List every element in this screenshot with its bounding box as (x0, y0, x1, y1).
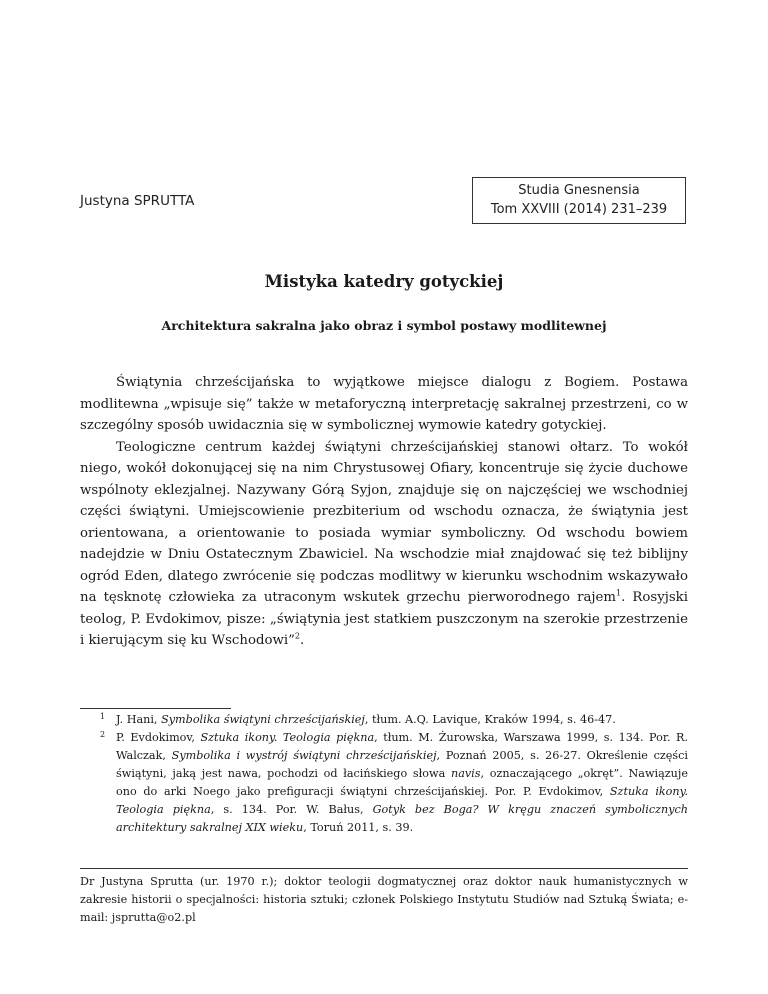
footnote-text: , Toruń 2011, s. 39. (303, 821, 414, 834)
body-paragraph (80, 437, 688, 652)
footnote-title: Symbolika świątyni chrześcijańskiej (161, 713, 365, 726)
author-bio: Dr Justyna Sprutta (ur. 1970 r.); doktor teologii dogmatycznej oraz doktor nauk humanistycznych w zakresie historii o specjalności: historia sztuki; członek Polskiego Instytutu Studiów nad Sztuką Świata; e-mail: jsprutta@o2.pl (80, 875, 688, 924)
footnote-item (80, 729, 688, 837)
footnote-text: , oznaczającego „okręt”. Nawiązuje ono do arki Noego jako prefiguracji świątyni chrześcijańskiej. Por. P. Evdokimov, (116, 767, 688, 798)
article-subtitle: Architektura sakralna jako obraz i symbol postawy modlitewnej (161, 318, 607, 333)
body-paragraph: Świątynia chrześcijańska to wyjątkowe miejsce dialogu z Bogiem. Postawa modlitewna „wpisuje się” także w metaforyczną interpretację sakralnej przestrzeni, co w szczególny sposób uwidacznia się w symbolicznej wymowie katedry gotyckiej. (80, 375, 688, 433)
footnote-text: P. Evdokimov, (116, 731, 201, 744)
footnote-text: , s. 134. Por. W. Bałus, (210, 803, 373, 816)
footnotes (80, 711, 688, 837)
journal-name: Studia Gnesnensia (518, 183, 640, 198)
body-text-segment: . (300, 633, 305, 648)
footnote-title: Gotyk bez Boga? W kręgu znaczeń symbolicznych architektury sakralnej XIX wieku (116, 803, 688, 834)
bio-divider (80, 868, 688, 869)
article-body (80, 372, 688, 652)
article-title: Mistyka katedry gotyckiej (264, 272, 504, 291)
footnote-text: J. Hani, (116, 713, 162, 726)
journal-info-box (472, 177, 686, 224)
footnote-title: Sztuka ikony. Teologia piękna (200, 731, 375, 744)
author-name: Justyna SPRUTTA (80, 193, 195, 209)
footnote-number: 2 (100, 730, 106, 739)
footnote-number: 1 (100, 712, 106, 721)
footnote-title: Sztuka ikony. Teologia piękna (116, 785, 688, 816)
footnote-term: navis (450, 767, 481, 780)
footnote-text: , Poznań 2005, s. 26-27. Określenie części świątyni, jaką jest nawa, pochodzi od łacińskiego słowa (116, 749, 688, 780)
footnote-divider (80, 708, 231, 709)
footnote-ref[interactable]: 1 (615, 588, 622, 598)
body-text-segment: Teologiczne centrum każdej świątyni chrześcijańskiej stanowi ołtarz. To wokół niego, wokół dokonującej się na nim Chrystusowej Ofiary, koncentruje się życie duchowe wspólnoty eklezjalnej. Nazywany Górą Syjon, znajduje się on najczęściej we wschodniej części świątyni. Umiejscowienie prezbiterium od wschodu oznacza, że świątynia jest orientowana, a orientowanie to posiada wymiar symboliczny. Od wschodu bowiem nadejdzie w Dniu Ostatecznym Zbawiciel. Na wschodzie miał znajdować się też biblijny ogród Eden, dlatego zwrócenie się podczas modlitwy w kierunku wschodnim wskazywało na tęsknotę człowieka za utraconym wskutek grzechu pierworodnego rajem (80, 439, 688, 605)
journal-volume: Tom XXVIII (2014) 231–239 (490, 202, 668, 217)
footnote-text: , tłum. M. Żurowska, Warszawa 1999, s. 134. Por. R. Walczak, (116, 731, 689, 762)
footnote-title: Symbolika i wystrój świątyni chrześcijańskiej (171, 749, 437, 762)
footnote-ref[interactable]: 2 (294, 631, 300, 641)
footnote-item (80, 711, 688, 729)
footnote-text: , tłum. A.Q. Lavique, Kraków 1994, s. 46-47. (364, 713, 616, 726)
body-text-segment: . Rosyjski teolog, P. Evdokimov, pisze: „świątynia jest statkiem puszczonym na szerokie przestrzenie i kierującym się ku Wschodowi” (80, 590, 688, 648)
